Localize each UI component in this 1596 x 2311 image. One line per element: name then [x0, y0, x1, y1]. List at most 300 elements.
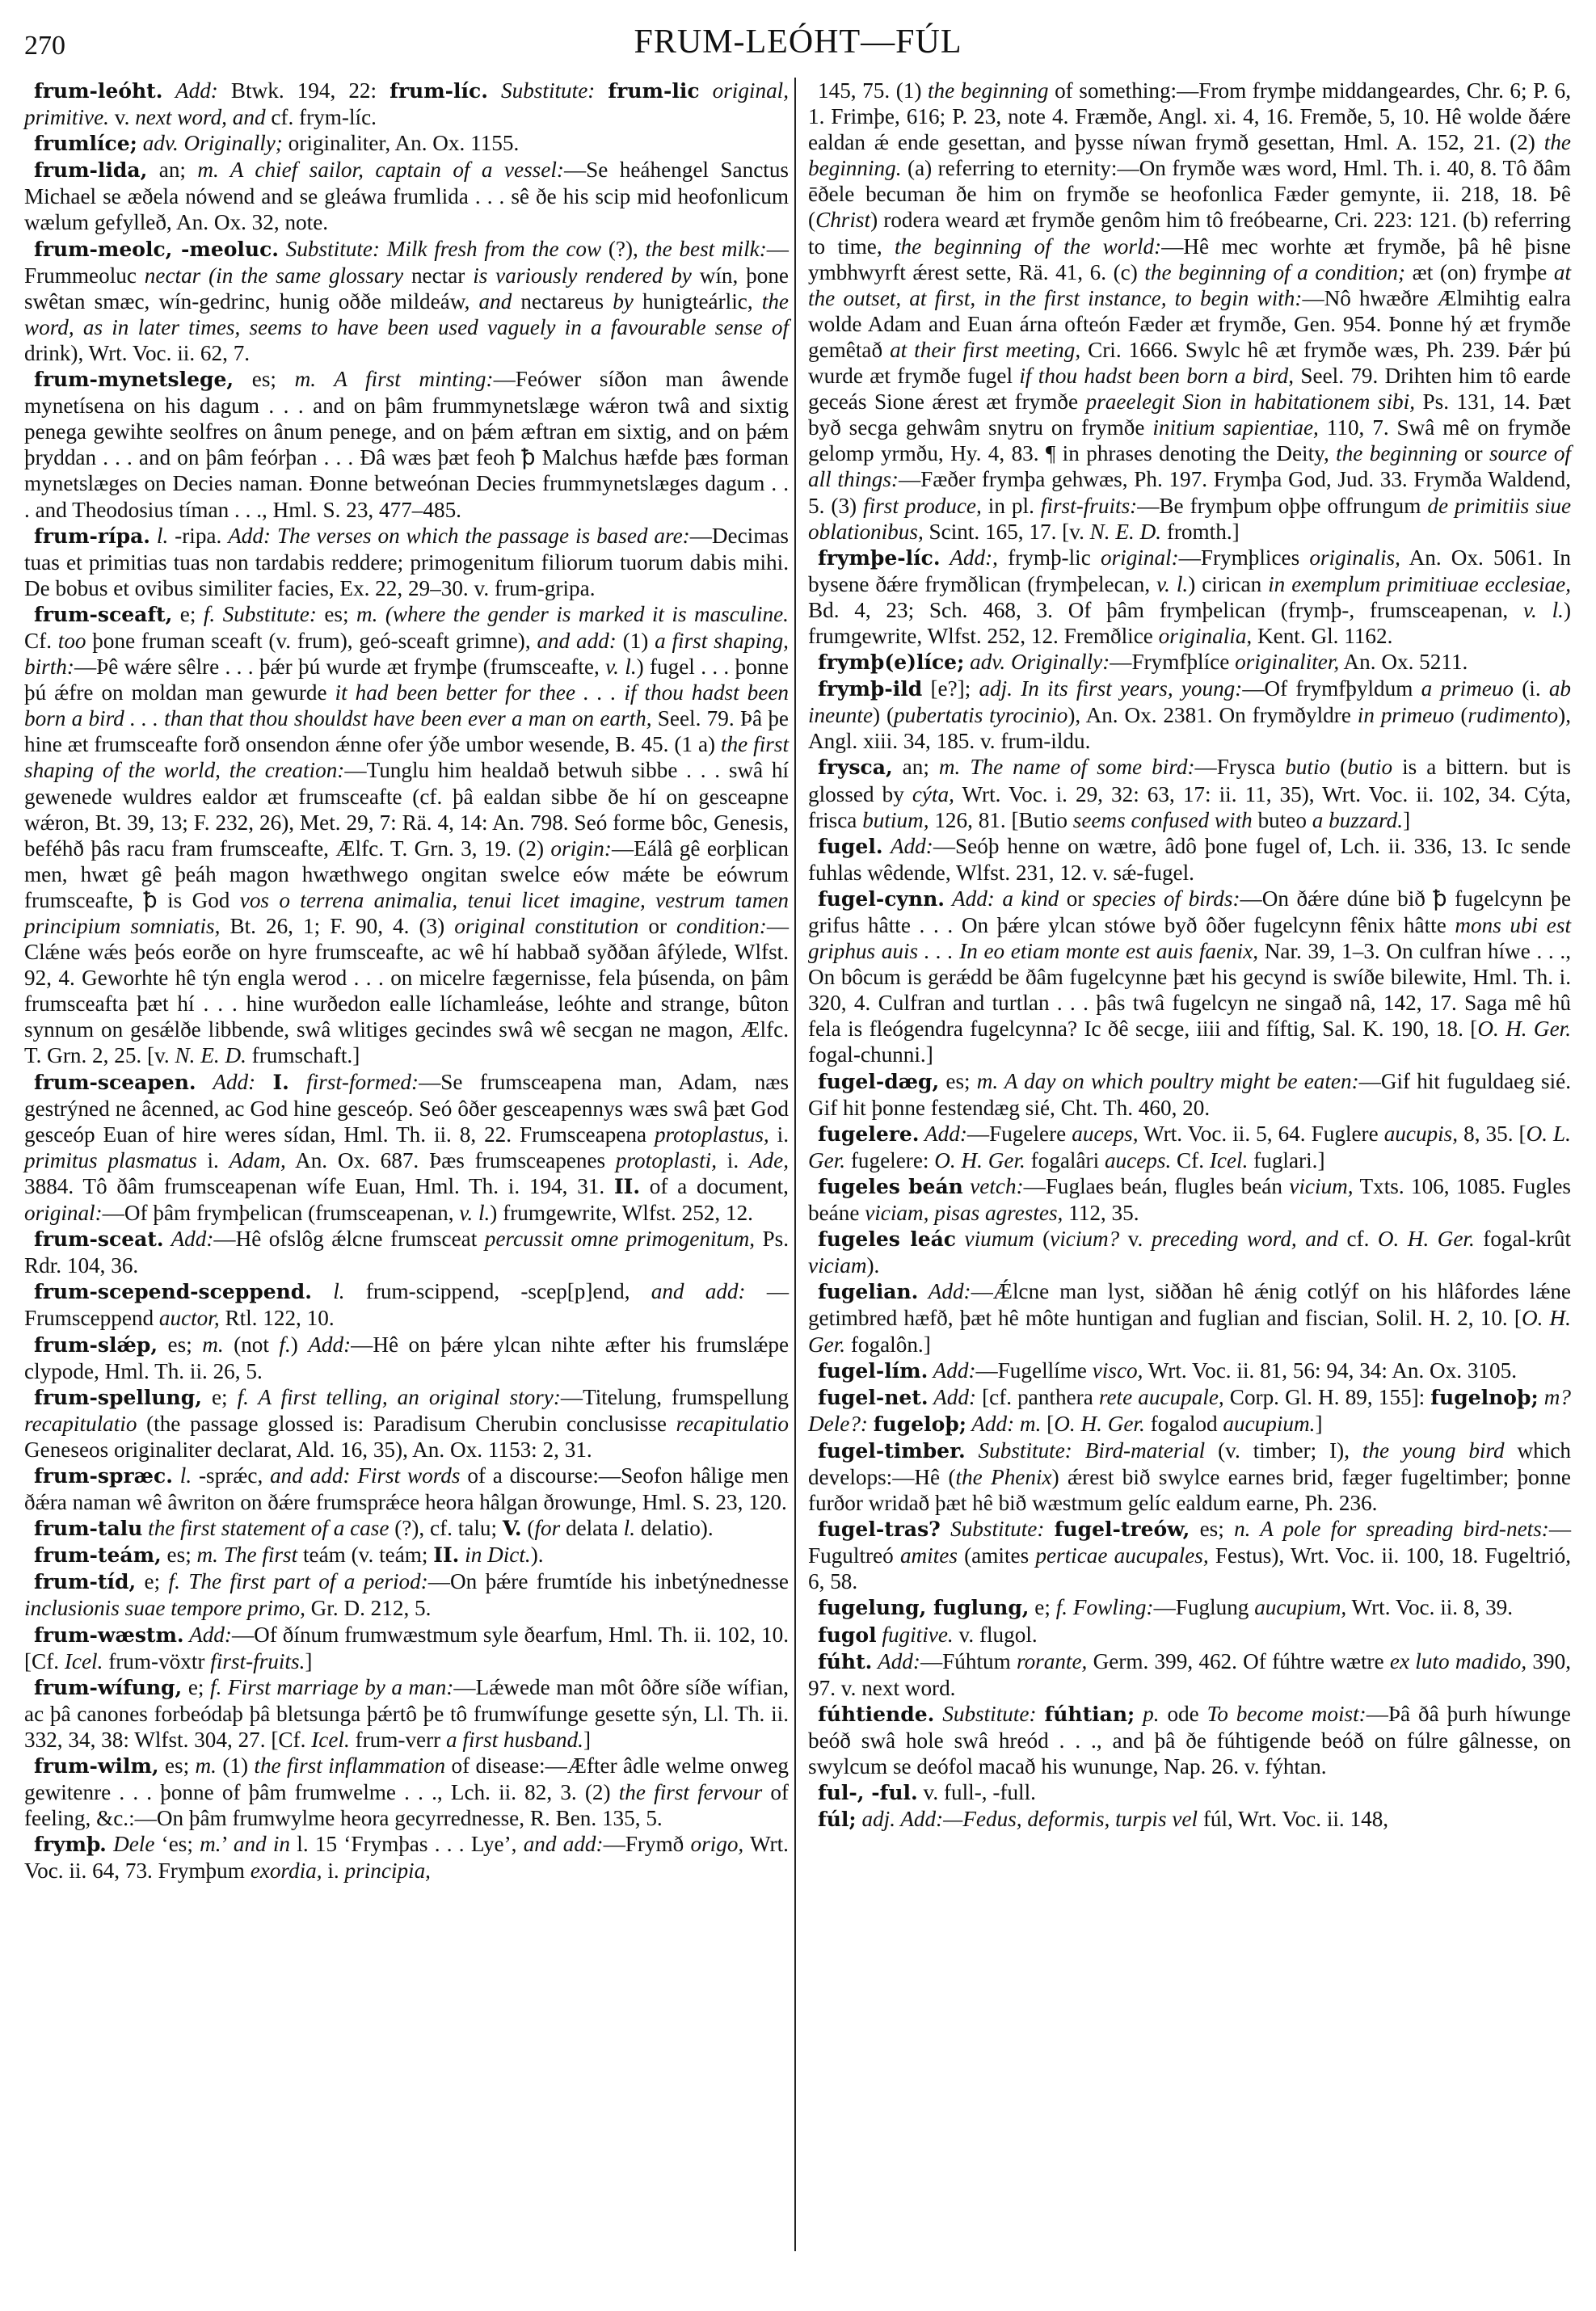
italic-gloss: first-fruits.: [210, 1648, 305, 1673]
dictionary-entry: [24, 1831, 789, 1884]
headword: frum-mynetslege,: [34, 368, 234, 392]
dictionary-entry: [808, 1226, 1571, 1278]
entry-text: cf.: [1337, 1227, 1378, 1252]
italic-gloss: perticae aucupales,: [1035, 1543, 1209, 1568]
headword: frum-slǽp,: [34, 1332, 158, 1357]
entry-text: nectareus: [512, 288, 613, 314]
italic-gloss: for: [534, 1516, 561, 1541]
headword: fugel-treów,: [1054, 1518, 1190, 1542]
entry-text: fúl, Wrt. Voc. ii. 148,: [1198, 1807, 1389, 1832]
entry-text: Wrt. Voc. ii. 5, 64. Fuglere: [1138, 1121, 1384, 1146]
italic-gloss: Substitute:: [934, 1701, 1037, 1726]
italic-gloss: auctor,: [158, 1306, 220, 1331]
italic-gloss: first-fruits:: [1040, 493, 1138, 518]
entry-text: Seel. 79. Þâ þe hine æt frumsceafte forð onsendon ǽnne ofer ýðe umbor wesende, B. 45. (1 a): [24, 706, 789, 757]
headword: fugel-net.: [818, 1385, 929, 1409]
entry-text: Kent. Gl. 1162.: [1252, 623, 1393, 648]
entry-text: —Frumsceppend: [24, 1279, 790, 1331]
entry-text: v.: [1119, 1227, 1152, 1252]
italic-gloss: f. First marriage by a man:: [210, 1674, 454, 1699]
italic-gloss: f. A first telling, an original story:: [237, 1384, 561, 1409]
entry-text: —Fuglung: [1153, 1595, 1255, 1620]
dictionary-entry: [24, 1069, 789, 1227]
entry-text: An. Ox. 687. Þæs frumsceapenes: [285, 1147, 616, 1172]
headword: frum-sceat.: [34, 1227, 164, 1252]
entry-text: ), Angl. xiii. 34, 185. v. frum-ildu.: [808, 703, 1572, 754]
entry-text: 8, 35. [: [1458, 1121, 1527, 1146]
entry-text: Cf.: [24, 628, 58, 653]
entry-text: (?),: [601, 236, 646, 261]
dictionary-entry: [808, 649, 1571, 676]
entry-text: Wrt. Voc. ii. 81, 56: 94, 34: An. Ox. 3105.: [1143, 1358, 1518, 1383]
entry-text: an;: [147, 158, 198, 183]
dictionary-entry: [24, 1226, 789, 1278]
entry-text: —Of frymfþyldum: [1242, 676, 1421, 701]
entry-text: frum-scippend, -scep[p]end,: [344, 1279, 651, 1304]
italic-gloss: protoplastus,: [654, 1122, 769, 1147]
italic-gloss: cýta,: [912, 781, 954, 806]
dictionary-entry: [24, 1515, 789, 1542]
headword: frymþe-líc.: [818, 545, 941, 570]
italic-gloss: O. H. Ger.: [808, 1306, 1571, 1357]
italic-gloss: m. (where the gender is marked it is masculine.: [356, 601, 789, 626]
italic-gloss: Add:: [183, 1622, 232, 1647]
entry-text: —Of þâm frymþelican (frumsceapenan,: [102, 1201, 460, 1226]
headword: frysca,: [818, 756, 893, 780]
entry-text: which develops:—Hê (: [808, 1438, 1571, 1489]
dictionary-entry: [808, 1516, 1571, 1594]
italic-gloss: original:: [24, 1201, 103, 1226]
dictionary-entry: [24, 157, 789, 235]
italic-gloss: if thou hadst been born a bird,: [1019, 364, 1295, 389]
italic-gloss: and add:: [651, 1279, 746, 1304]
italic-gloss: n. A pole for spreading bird-nets:: [1234, 1517, 1549, 1542]
entry-text: An. Ox. 5061. In bysene ðǽre frymðlican (frymþelecan,: [808, 545, 1572, 596]
entry-text: es;: [316, 601, 356, 626]
dictionary-entry: [24, 1622, 789, 1674]
italic-gloss: Add:: [928, 1384, 976, 1409]
entry-text: Bt. 26, 1; F. 90, 4. (3): [220, 914, 455, 938]
entry-text: —Hê mec worhte æt frymðe, þâ hê þisne ymbhwyrft ǽrest sette, Rä. 41, 6. (c): [808, 234, 1571, 284]
headword: frum-lida,: [34, 158, 148, 183]
entry-text: i.: [717, 1147, 749, 1172]
italic-gloss: vicium?: [1050, 1227, 1120, 1252]
entry-text: þone fruman sceaft (v. frum), geó-sceaft grimne),: [86, 628, 537, 653]
italic-gloss: m. The name of some bird:: [938, 755, 1195, 780]
entry-text: e;: [182, 1674, 211, 1699]
entry-text: —Fæðer frymþa gehwæs, Ph. 197. Frymþa God, Jud. 33. Frymða Waldend, 5. (3): [808, 467, 1572, 518]
italic-gloss: Add: The verses on which the passage is based are:: [228, 523, 690, 548]
italic-gloss: the beginning: [1336, 441, 1458, 466]
dictionary-entry: [808, 1648, 1571, 1701]
dictionary-entry: [808, 1173, 1571, 1226]
entry-text: ) frumgewrite, Wlfst. 252, 12. Fremðlice: [808, 597, 1571, 648]
entry-text: wín, þone swêtan smæc, wín-gedrinc, hunig oððe mildeáw,: [24, 263, 789, 314]
italic-gloss: and in: [233, 1832, 291, 1857]
italic-gloss: the first statement of a case: [142, 1516, 390, 1541]
dictionary-entry: [24, 1568, 789, 1621]
italic-gloss: l.: [623, 1516, 636, 1541]
entry-text: Wrt. Voc. i. 29, 32: 63, 17: ii. 11, 35), Wrt. Voc. ii. 102, 34. Cýta, frisca: [808, 781, 1571, 832]
dictionary-entry: [24, 1674, 789, 1753]
italic-gloss: O. H. Ger.: [1377, 1227, 1475, 1252]
entry-text: æt (on) frymþe: [1405, 259, 1554, 284]
left-column: [24, 78, 789, 1884]
entry-text: —Seóþ henne on wætre, âdô þone fugel of, Lch. ii. 336, 13. Ic sende fuhlas wêdende, Wlfst. 231, 12. v. sǽ-fugel.: [808, 833, 1572, 885]
entry-text: —Fúhtum: [920, 1648, 1017, 1673]
italic-gloss: next word, and: [135, 105, 266, 130]
italic-gloss: the word, as in later times, seems to have been used vaguely in a favourable sense of: [24, 288, 789, 339]
italic-gloss: butium,: [862, 807, 929, 832]
italic-gloss: a buzzard.: [1312, 807, 1404, 832]
entry-text: es;: [161, 1543, 197, 1568]
entry-text: (?), cf. talu;: [389, 1516, 503, 1541]
headword: fúhtian;: [1044, 1702, 1135, 1726]
entry-text: (: [1330, 755, 1348, 780]
italic-gloss: originaliter,: [1235, 650, 1340, 675]
entry-text: Scint. 165, 17. [v.: [923, 519, 1090, 544]
italic-gloss: originalia,: [1158, 623, 1253, 648]
headword: frum-talu: [34, 1517, 143, 1541]
italic-gloss: in primeuo: [1357, 703, 1455, 728]
entry-text: or: [638, 914, 677, 938]
italic-gloss: Add:: [918, 1279, 971, 1304]
italic-gloss: origo,: [690, 1832, 744, 1857]
italic-gloss: vetch:: [962, 1173, 1024, 1198]
entry-text: frum-vöxtr: [103, 1648, 211, 1673]
entry-text: Cri. 1666. Swylc hê æt frymðe wæs, Ph. 239. Þǽr þú wurde æt frymðe fugel: [808, 337, 1572, 389]
entry-text: —Eálâ gê eorþlican men, hwæt gê þeáh magon hwæthwego ongitan swelce eów mǽte be eówrum frumsceafte, ꝥ is God: [24, 836, 790, 912]
entry-text: e;: [136, 1569, 169, 1594]
italic-gloss: Add:: [940, 545, 993, 570]
italic-gloss: species of birds:: [1092, 886, 1240, 911]
dictionary-entry: [808, 833, 1571, 886]
entry-text: (: [1454, 703, 1468, 728]
dictionary-entry: [24, 236, 789, 366]
italic-gloss: first-formed:: [288, 1069, 419, 1094]
entry-text: —Þê wǽre sêlre . . . þǽr þú wurde æt frymþe (frumsceafte,: [74, 655, 606, 680]
entry-text: delatio).: [635, 1516, 714, 1541]
entry-text: (the passage glossed is: Paradisum Cherubin conclusisse: [137, 1411, 676, 1436]
entry-text: (a) referring to eternity:—On frymðe wæs word, Hml. Th. i. 40, 8. Tô ðâm ēðele becuman ðe him on frymðe se heofonlica Fæder gemynte, ii. 218, 18. Þê (: [808, 156, 1571, 233]
entry-text: (amites: [957, 1543, 1036, 1568]
italic-gloss: l.: [172, 1463, 192, 1488]
entry-text: fuglari.]: [1248, 1147, 1325, 1172]
italic-gloss: pubertatis tyrocinio: [894, 703, 1068, 728]
entry-text: fogal-chunni.]: [808, 1042, 933, 1067]
entry-text: i.: [196, 1147, 230, 1172]
entry-text: ): [290, 1332, 309, 1357]
entry-text: [1044, 1517, 1054, 1541]
entry-text: —Be frymþum oþþe offrungum: [1137, 493, 1428, 518]
italic-gloss: the best milk:: [645, 236, 767, 261]
headword: fugelnoþ;: [1430, 1385, 1539, 1409]
entry-text: —Se frumsceapena man, Adam, næs gestrýned ne âcenned, ac God hine gesceóp. Seó ôðer gesceapennys wæs swâ þæt God gesceóp Euan of hire weres sídan, Hml. Th. ii. 8, 22. Frumsceapena: [24, 1069, 790, 1147]
italic-gloss: mons ubi est griphus auis . . . In eo etiam monte est auis faenix,: [808, 913, 1571, 964]
italic-gloss: the first inflammation: [254, 1753, 446, 1778]
italic-gloss: m. The first: [196, 1543, 298, 1568]
italic-gloss: f.: [279, 1332, 291, 1357]
dictionary-entry: [808, 1121, 1571, 1173]
entry-text: Germ. 399, 462. Of fúhtre wætre: [1087, 1648, 1390, 1673]
italic-gloss: Substitute:: [940, 1517, 1045, 1542]
italic-gloss: initium sapientiae,: [1152, 415, 1319, 440]
entry-text: ’: [221, 1832, 234, 1857]
italic-gloss: Add:: [308, 1332, 352, 1357]
italic-gloss: too: [57, 628, 86, 653]
dictionary-entry: [24, 1542, 789, 1568]
dictionary-entry: [808, 1358, 1571, 1384]
entry-text: —Titelung, frumspellung: [560, 1384, 789, 1409]
headword: frymþ-ild: [818, 677, 923, 701]
italic-gloss: butio: [1285, 755, 1331, 780]
italic-gloss: the beginning of the world:: [894, 234, 1162, 259]
italic-gloss: p.: [1135, 1701, 1160, 1726]
entry-text: —Frymð: [603, 1832, 691, 1857]
headword: frum-wífung,: [34, 1675, 183, 1699]
dictionary-entry: [24, 78, 789, 130]
entry-text: Gr. D. 212, 5.: [305, 1596, 432, 1621]
headword: fugelung, fuglung,: [818, 1596, 1030, 1620]
entry-text: nectar: [403, 263, 474, 288]
entry-text: e;: [172, 601, 204, 626]
entry-text: ) rodera weard æt frymðe genôm him tô freóbearne, Cri. 223: 121. (b) referring to time,: [808, 208, 1571, 259]
entry-text: of a document,: [640, 1173, 789, 1198]
italic-gloss: Ade,: [748, 1147, 789, 1172]
italic-gloss: viciam, pisas agrestes,: [865, 1201, 1063, 1226]
italic-gloss: O. H. Ger.: [934, 1147, 1025, 1172]
entry-text: of something:—From frymþe middangeardes, Chr. 6; P. 6, 1. Frimþe, 616; P. 23, note 4. Fræmðe, Angl. xi. 4, 16. Fremðe, 5, 10. Hê wolde ðǽre ealdan ǽ ende gesettan, and þysse níwan frymð gesettan, Hml. A. 152, 21. (2): [808, 78, 1572, 155]
entry-text: —Tunglu him healdað betwuh sibbe . . . swâ hí gewenede wuldres ealdor æt frumsceafte (cf. þâ ealdan sibbe ðe hí on gesceapne wǽron, Bt. 39, 13; F. 232, 26), Met. 29, 7: Rä. 4, 14: An. 798. Seó forme bôc, Genesis, beféhð þâs racu fram frumsceafte, Ælfc. T. Grn. 3, 19. (2): [24, 758, 790, 861]
italic-gloss: it had been better for thee . . . if thou hadst been born a bird . . . than that thou shouldst have been ever a man on earth,: [24, 680, 789, 731]
entry-text: v. full-, -full.: [917, 1780, 1036, 1805]
italic-gloss: original, primitive.: [24, 78, 790, 130]
italic-gloss: viumum: [956, 1227, 1034, 1252]
entry-text: ), An. Ox. 2381. On frymðyldre: [1068, 703, 1358, 728]
entry-text: —Nô hwæðre Ælmihtig ealra wolde Adam and Euan árna ofteón Fæder æt frymðe, Gen. 954. Þonne hý æt frymðe gemêtað: [808, 285, 1571, 362]
entry-text: 390, 97. v. next word.: [808, 1648, 1572, 1700]
entry-text: —Clǽne wǽs þeós eorðe on hyre frumsceafte, ac wê hí habbað syððan âfýlede, Wlfst. 92, 4. Geworhte hê týn engla werod . . . on micelre fægernisse, fela þúsenda, on þâm frumsceafta þæt hí . . . hine wurðedon ealle líchamleáse, leóhte and strange, bûton synnum on gesǽlðe libbende, swâ wlitiges gecindes swâ wê secgan ne magon, Ælfc. T. Grn. 2, 25. [v.: [24, 914, 789, 1068]
italic-gloss: auceps.: [1104, 1147, 1172, 1172]
entry-text: ]: [583, 1727, 592, 1752]
entry-text: ) cirican: [1188, 571, 1269, 596]
headword: frum-scepend-sceppend.: [34, 1280, 312, 1304]
entry-text: —On þǽre frumtíde his inbetýnednesse: [427, 1569, 789, 1594]
italic-gloss: l.: [149, 523, 169, 548]
headword: frum-spellung,: [34, 1385, 202, 1409]
entry-text: ).: [866, 1253, 880, 1278]
headword: frymþ(e)líce;: [818, 650, 965, 675]
entry-text: ]: [1315, 1411, 1323, 1436]
entry-text: Geneseos originaliter declarat, Ald. 16, 35), An. Ox. 1153: 2, 31.: [24, 1437, 592, 1462]
headword: frum-sceapen.: [34, 1070, 196, 1094]
headword: fugel-cynn.: [818, 886, 945, 911]
dictionary-entry: [24, 130, 789, 157]
entry-text: e;: [1029, 1595, 1056, 1620]
dictionary-entry: [808, 1701, 1571, 1779]
italic-gloss: exordia,: [250, 1858, 322, 1884]
entry-text: ]: [305, 1648, 313, 1673]
italic-gloss: auceps,: [1072, 1121, 1139, 1146]
italic-gloss: in Dict.: [459, 1543, 531, 1568]
headword: frum-teám,: [34, 1543, 162, 1568]
italic-gloss: the beginning of a condition;: [1144, 259, 1406, 284]
italic-gloss: original constitution: [454, 914, 639, 938]
dictionary-entry: [808, 676, 1571, 754]
entry-text: es;: [158, 1753, 196, 1778]
italic-gloss: f. The first part of a period:: [168, 1569, 428, 1594]
italic-gloss: Add:: [882, 833, 933, 858]
italic-gloss: by: [613, 288, 634, 314]
italic-gloss: praeelegit Sion in habitationem sibi,: [1085, 389, 1415, 415]
entry-text: fogal-krût: [1474, 1227, 1571, 1252]
italic-gloss: visco,: [1092, 1358, 1143, 1383]
entry-text: ode: [1159, 1701, 1207, 1726]
entry-text: Bd. 4, 23; Sch. 468, 3. Of þâm frymþelican (frymþ-, frumsceapenan,: [808, 597, 1523, 622]
headword: I.: [272, 1070, 289, 1094]
italic-gloss: Christ: [815, 208, 871, 233]
italic-gloss: at the outset, at first, in the first instance, to begin with:: [808, 259, 1571, 310]
entry-text: (not: [223, 1332, 280, 1357]
entry-text: 3884. Tô ðâm frumsceapenan wífe Euan, Hml. Th. i. 194, 31.: [24, 1173, 614, 1198]
entry-text: in pl.: [981, 493, 1041, 518]
italic-gloss: v. l.: [1522, 597, 1564, 622]
entry-text: —Fuglaes beán, flugles beán: [1023, 1173, 1290, 1198]
dictionary-entry: [808, 1384, 1571, 1438]
entry-text: (1): [616, 628, 655, 653]
italic-gloss: Add:: [919, 1121, 967, 1146]
italic-gloss: v. l.: [459, 1201, 491, 1226]
entry-text: or: [1457, 441, 1489, 466]
italic-gloss: in exemplum primitiuae ecclesiae,: [1268, 571, 1571, 596]
italic-gloss: condition:: [676, 914, 767, 938]
entry-text: v. flugol.: [953, 1622, 1038, 1647]
entry-text: delata: [560, 1516, 624, 1541]
headword: frum-lic: [608, 79, 700, 103]
headword: frumlíce;: [34, 132, 137, 156]
italic-gloss: aucupium.: [1223, 1411, 1316, 1436]
entry-text: Rtl. 122, 10.: [219, 1306, 335, 1331]
italic-gloss: aucupium,: [1254, 1595, 1347, 1620]
dictionary-entry: [808, 886, 1571, 1068]
italic-gloss: m. A first minting:: [294, 367, 494, 392]
italic-gloss: adv. Originally;: [137, 131, 283, 156]
headword: fugel.: [818, 834, 883, 858]
italic-gloss: origin:: [550, 836, 612, 861]
italic-gloss: aucupis,: [1383, 1121, 1459, 1146]
italic-gloss: and: [478, 288, 512, 314]
entry-text: -ripa.: [168, 523, 229, 548]
italic-gloss: v. l.: [605, 655, 637, 680]
italic-gloss: Adam,: [229, 1147, 286, 1172]
italic-gloss: rudimento: [1468, 703, 1559, 728]
headword: fúht.: [818, 1649, 873, 1673]
italic-gloss: the young bird: [1362, 1438, 1505, 1463]
italic-gloss: f. Substitute:: [203, 601, 317, 626]
italic-gloss: Add: m.: [966, 1411, 1042, 1436]
entry-text: Wrt. Voc. ii. 8, 39.: [1346, 1595, 1514, 1620]
italic-gloss: Add: a kind: [945, 886, 1059, 911]
entry-text: —Frysca: [1194, 755, 1286, 780]
entry-text: 145, 75. (1): [818, 78, 928, 103]
entry-text: Corp. Gl. H. 89, 155]:: [1223, 1384, 1431, 1409]
entry-text: (i.: [1514, 676, 1549, 701]
entry-text: teám (v. teám;: [297, 1543, 434, 1568]
italic-gloss: adv. Originally:: [964, 650, 1110, 675]
italic-gloss: inclusionis suae tempore primo,: [24, 1596, 305, 1621]
entry-text: —Gif hit fuguldaeg sié. Gif hit þonne festendæg sié, Cht. Th. 460, 20.: [808, 1068, 1571, 1120]
entry-text: frumschaft.]: [246, 1043, 360, 1068]
headword: frum-leóht.: [34, 79, 163, 103]
entry-text: —Frymþlices: [1178, 545, 1310, 570]
entry-text: [255, 1070, 272, 1094]
entry-text: Txts. 106, 1085. Fugles beáne: [808, 1173, 1572, 1226]
italic-gloss: principia,: [344, 1858, 431, 1884]
headword: fugelere.: [818, 1122, 920, 1146]
dictionary-entry: [24, 523, 789, 601]
entry-text: —Ǽlcne man lyst, siððan hê ǽnig cotlýf on his hlâfordes lǽne getimbred hæfð, þæt hê môte huntigan and fuglian and fiscian, Solil. H. 2, 10. [: [808, 1279, 1572, 1331]
entry-text: i.: [769, 1122, 789, 1147]
entry-text: es;: [158, 1332, 203, 1357]
headword: frum-sceaft,: [34, 602, 173, 626]
italic-gloss: fugitive.: [876, 1622, 954, 1647]
headword: fugol: [818, 1623, 877, 1647]
italic-gloss: percussit omne primogenitum,: [484, 1227, 756, 1252]
italic-gloss: Dele: [106, 1832, 155, 1857]
headword: frum-tíd,: [34, 1570, 137, 1594]
headword: frum-wilm,: [34, 1754, 159, 1778]
entry-text: [: [1041, 1411, 1055, 1436]
entry-text: drink), Wrt. Voc. ii. 62, 7.: [24, 340, 251, 365]
dictionary-entry: [808, 1806, 1571, 1833]
dictionary-entry: [808, 1278, 1571, 1357]
entry-text: An. Ox. 5211.: [1339, 650, 1468, 675]
italic-gloss: viciam: [808, 1253, 867, 1278]
italic-gloss: preceding word, and: [1151, 1227, 1338, 1252]
entry-text: es;: [1190, 1517, 1235, 1542]
entry-text: —Frymfþlíce: [1110, 650, 1236, 675]
page-number: 270: [24, 31, 65, 61]
entry-text: originaliter, An. Ox. 1155.: [282, 131, 520, 156]
italic-gloss: a primeuo: [1421, 676, 1514, 701]
italic-gloss: ab ineunte: [808, 676, 1572, 728]
right-column: [808, 78, 1571, 1833]
entry-text: ]: [1403, 807, 1411, 832]
headword: fugelian.: [818, 1280, 919, 1304]
entry-text: or: [1059, 886, 1093, 911]
italic-gloss: N. E. D.: [1089, 519, 1162, 544]
headword: frum-rípa.: [34, 524, 150, 548]
entry-text: (1): [216, 1753, 255, 1778]
italic-gloss: nectar (in the same glossary: [144, 263, 404, 288]
entry-text: Btwk. 194, 22:: [217, 78, 390, 103]
entry-text: 112, 35.: [1063, 1201, 1139, 1226]
italic-gloss: Add:: [163, 1227, 214, 1252]
italic-gloss: vos o terrena animalia, tenui licet imagine, vestrum tamen principium somniatis,: [24, 887, 789, 938]
italic-gloss: v. l.: [1156, 571, 1189, 596]
headword: ful-, -ful.: [818, 1781, 918, 1805]
italic-gloss: f. Fowling:: [1055, 1595, 1154, 1620]
italic-gloss: ex luto madido,: [1389, 1648, 1527, 1673]
italic-gloss: rorante,: [1017, 1648, 1088, 1673]
entry-text: Seel. 79. Drihten him tô earde geceás Sione ǽrest æt frymðe: [808, 364, 1571, 415]
italic-gloss: first produce,: [863, 493, 982, 518]
italic-gloss: the beginning: [927, 78, 1049, 103]
dictionary-entry: [808, 1622, 1571, 1648]
entry-text: —Feówer síðon man âwende mynetísena on his dagum . . . and on þâm frummynetslæge wǽron twâ and sixtig penega gewihte seolfres on ânum penege, and on þǽm æftran em sixtig, and on þǽm þryddan . . . and on þâm feórþan . . . Ðâ wæs þæt feoh ꝥ Malchus hæfde þæs forman mynetslæges on Decies naman. Ðonne betweónan Decies frummynetslæges dagum . . . and Theodosius tíman . . ., Hml. S. 23, 477–485.: [24, 367, 789, 522]
entry-text: v.: [108, 105, 136, 130]
entry-text: —Frummeoluc: [24, 236, 789, 288]
